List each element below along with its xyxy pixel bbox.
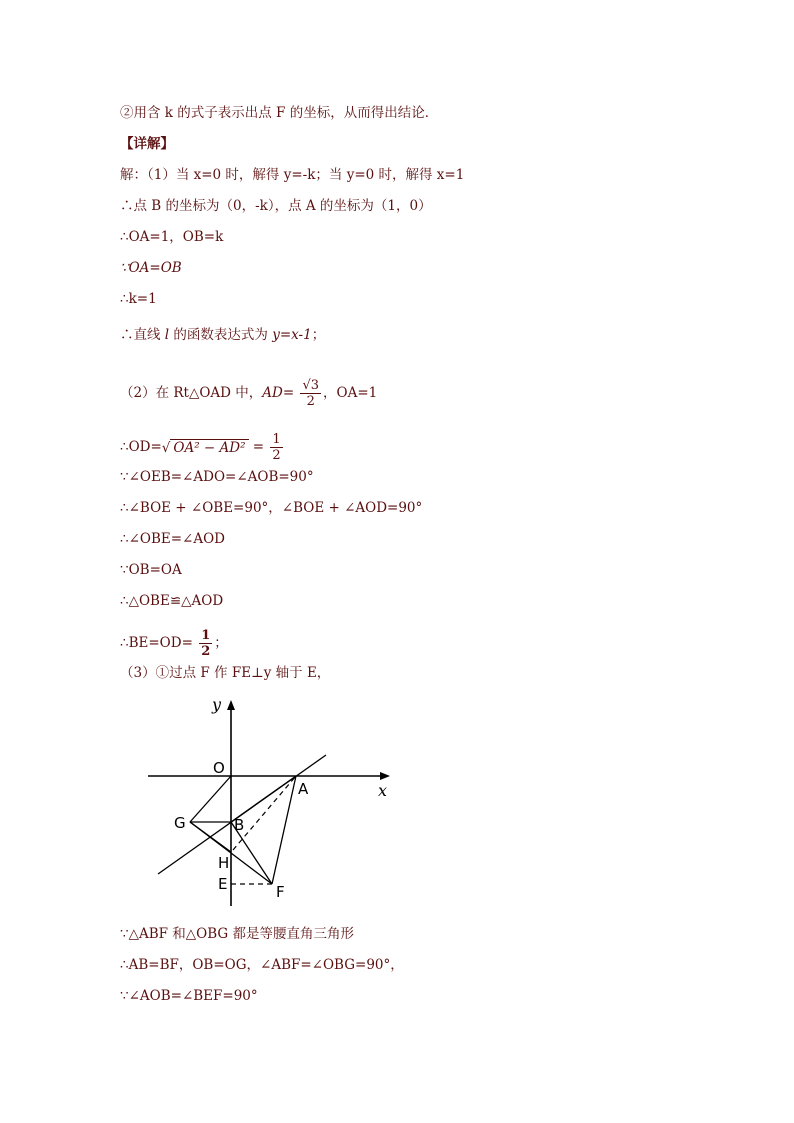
solution-line-1: 解：（1）当 x=0 时，解得 y=-k；当 y=0 时，解得 x=1 [120, 167, 465, 183]
label-H: H [218, 854, 230, 872]
label-y-axis: y [212, 695, 222, 714]
solution-line-6: ∴直线 l 的函数表达式为 y=x-1； [120, 327, 326, 343]
part2-line-7: ∴△OBE≌△AOD [120, 593, 224, 609]
fraction-bold-one-half: $\frac{1}{2}$ [201, 628, 211, 659]
square-root-expression: √ OA² − AD² [162, 439, 249, 457]
part2-line-4: ∴∠BOE + ∠OBE=90°，∠BOE + ∠AOD=90° [120, 500, 423, 516]
label-B: B [234, 816, 245, 834]
x-axis-arrow [380, 772, 390, 780]
part2-line-6: ∵OB=OA [120, 562, 182, 578]
part2-line-3: ∵∠OEB=∠ADO=∠AOB=90° [120, 469, 314, 485]
coordinate-diagram [140, 688, 400, 913]
part3-line-1: （3）①过点 F 作 FE⊥y 轴于 E， [120, 665, 331, 681]
solution-line-2: ∴点 B 的坐标为（0，-k），点 A 的坐标为（1，0） [120, 198, 432, 214]
section-heading-detailed-solution: 【详解】 [120, 136, 174, 152]
fraction-one-half: $\frac{1}{2}$ [272, 432, 281, 463]
geometry-figure [140, 688, 400, 917]
part3-line-2: ∵△ABF 和△OBG 都是等腰直角三角形 [120, 926, 354, 942]
fraction-sqrt3-over-2: $\frac{√3}{2}$ [302, 378, 320, 409]
part3-line-4: ∵∠AOB=∠BEF=90° [120, 988, 258, 1004]
label-x-axis: x [378, 781, 388, 800]
label-F: F [276, 883, 285, 901]
segment-OG [190, 776, 231, 822]
part2-line-5: ∴∠OBE=∠AOD [120, 531, 226, 547]
solution-line-4: ∵OA=OB [120, 260, 182, 276]
label-E: E [218, 875, 228, 893]
label-G: G [174, 814, 186, 832]
solution-line-5: ∴k=1 [120, 291, 157, 307]
segment-AF [272, 776, 296, 884]
solution-line-3: ∴OA=1，OB=k [120, 229, 224, 245]
y-axis-arrow [227, 700, 235, 710]
part2-line-8: ∴BE=OD= $\frac{1}{2}$ ； [120, 628, 228, 659]
label-O: O [213, 759, 225, 777]
label-A: A [298, 780, 309, 798]
part2-line-1: （2）在 Rt△OAD 中，AD= $\frac{√3}{2}$ ，OA=1 [120, 378, 378, 409]
instruction-line: ②用含 k 的式子表示出点 F 的坐标，从而得出结论． [120, 105, 439, 121]
part2-line-2: ∴OD=√ OA² − AD² = $\frac{1}{2}$ [120, 432, 281, 463]
part3-line-3: ∴AB=BF，OB=OG，∠ABF=∠OBG=90°， [120, 957, 404, 973]
